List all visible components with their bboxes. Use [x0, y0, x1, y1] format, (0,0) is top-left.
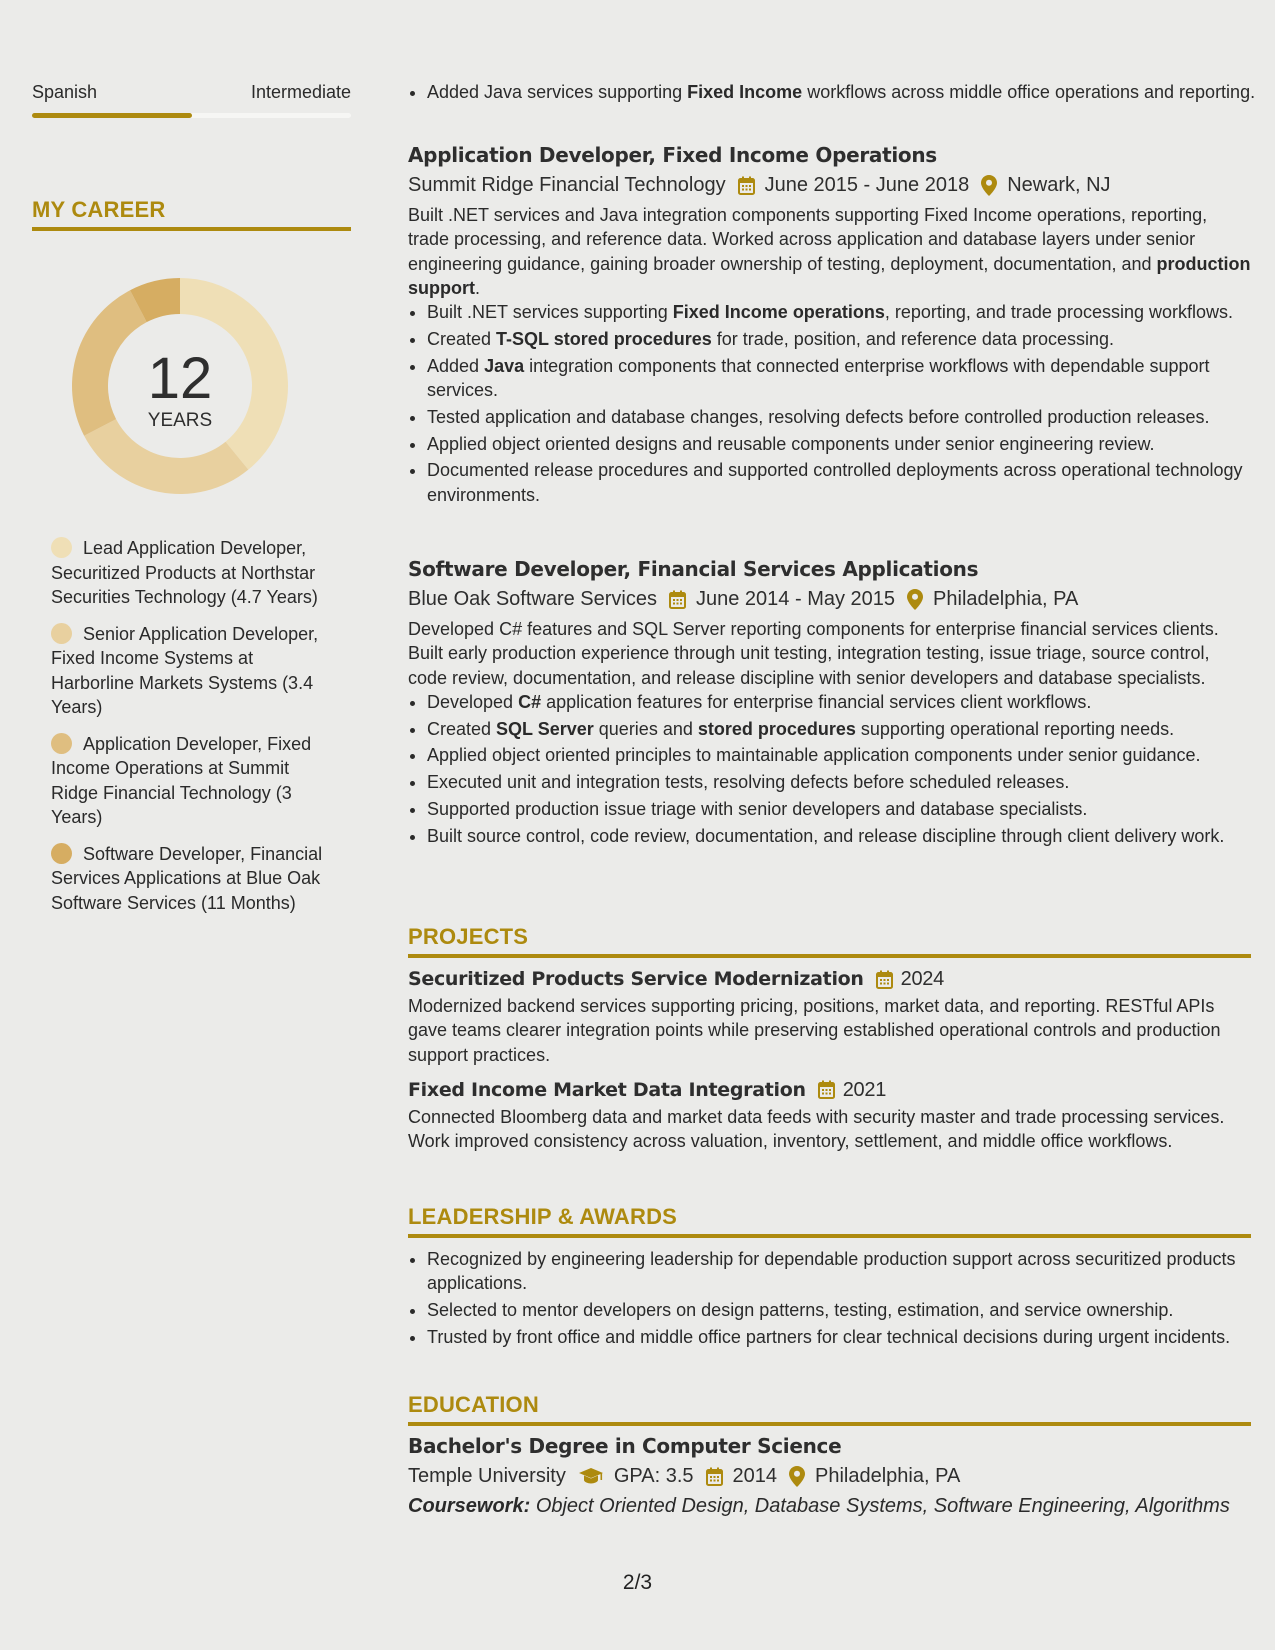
location-pin-icon — [981, 175, 997, 196]
list-item: • Selected to mentor developers on design patterns, testing, estimation, and service ownership. — [427, 1298, 1251, 1322]
project-description: Modernized backend services supporting pricing, positions, market data, and reporting. RESTful APIs gave teams clearer integration points while preserving established operational controls and production support practices. — [408, 996, 1221, 1065]
leadership-bullets — [408, 1247, 1251, 1349]
list-item: • Executed unit and integration tests, resolving defects before scheduled releases. — [427, 770, 1251, 794]
list-item: • Created SQL Server queries and stored procedures supporting operational reporting needs. — [427, 717, 1251, 741]
list-item: • Created T-SQL stored procedures for trade, position, and reference data processing. — [427, 327, 1251, 351]
calendar-icon — [669, 590, 686, 609]
list-item: • Recognized by engineering leadership for dependable production support across securitized products applications. — [427, 1247, 1251, 1296]
education-year: 2014 — [732, 1465, 777, 1487]
calendar-icon — [738, 176, 755, 195]
job-entry — [408, 141, 1251, 510]
leadership-section-rule — [408, 1234, 1251, 1238]
job-bullets — [408, 690, 1251, 848]
location-pin-icon — [907, 589, 923, 610]
career-section-rule — [32, 227, 351, 231]
job-summary: Developed C# features and SQL Server reporting components for enterprise financial services clients. Built early production experience through unit testing, integration testing, issue triage, source control, code review, documentation, and release discipline with senior developers and database specialists. — [408, 619, 1219, 688]
coursework-label: Coursework: — [408, 1495, 531, 1517]
school-name: Temple University — [408, 1465, 566, 1487]
job-bullets — [408, 300, 1251, 507]
project-title — [408, 966, 1251, 992]
projects-section-title: PROJECTS — [408, 924, 529, 949]
project-year: 2024 — [900, 968, 944, 990]
legend-label: Senior Application Developer, Fixed Income Systems at Harborline Markets Systems (3.4 Years) — [51, 623, 319, 717]
legend-dot — [51, 733, 72, 754]
job-dates: June 2015 - June 2018 — [764, 174, 970, 196]
projects-section-rule — [408, 954, 1251, 958]
calendar-icon — [706, 1467, 723, 1486]
legend-label: Software Developer, Financial Services Applications at Blue Oak Software Services (11 Months) — [51, 843, 323, 913]
job-dates: June 2014 - May 2015 — [696, 588, 896, 610]
legend-dot — [51, 623, 72, 644]
project-name: Fixed Income Market Data Integration — [408, 1078, 806, 1101]
education-gpa: GPA: 3.5 — [613, 1465, 694, 1487]
graduation-cap-icon — [578, 1467, 604, 1485]
leadership-section — [408, 1204, 1251, 1352]
company-name: Summit Ridge Financial Technology — [408, 174, 726, 196]
education-meta — [408, 1462, 1251, 1490]
career-section-title: MY CAREER — [32, 197, 166, 222]
legend-item — [51, 732, 331, 830]
legend-item — [51, 536, 331, 610]
list-item: • Tested application and database changes, resolving defects before controlled production releases. — [427, 405, 1251, 429]
language-level: Intermediate — [250, 82, 351, 102]
legend-dot — [51, 537, 72, 558]
project-name: Securitized Products Service Modernization — [408, 968, 864, 990]
company-name: Blue Oak Software Services — [408, 588, 657, 610]
projects-section — [408, 924, 1251, 1153]
coursework — [408, 1492, 1251, 1520]
language-name: Spanish — [32, 82, 98, 102]
calendar-icon — [876, 970, 893, 989]
education-section — [408, 1392, 1251, 1520]
coursework-list: Object Oriented Design, Database Systems, Software Engineering, Algorithms — [535, 1495, 1230, 1517]
career-total-label: YEARS — [147, 410, 213, 431]
project-title — [408, 1077, 1251, 1103]
donut-center — [66, 272, 294, 500]
job-summary: Built .NET services and Java integration components supporting Fixed Income operations, reporting, trade processing, and reference data. Worked across application and database layers under senior engineering guidance, gaining broader ownership of testing, deployment, documentation, and production support. — [408, 205, 1251, 298]
legend-label: Application Developer, Fixed Income Operations at Summit Ridge Financial Technology (3 Years) — [51, 733, 312, 827]
legend-label: Lead Application Developer, Securitized Products at Northstar Securities Technology (4.7 Years) — [51, 538, 318, 607]
list-item: • Applied object oriented designs and reusable components under senior engineering review. — [427, 432, 1251, 456]
job-title: Software Developer, Financial Services Applications — [408, 557, 979, 581]
language-progress-bar — [32, 113, 351, 118]
legend-dot — [51, 843, 72, 864]
list-item: • Built source control, code review, documentation, and release discipline through client delivery work. — [427, 824, 1251, 848]
location-pin-icon — [789, 1466, 805, 1487]
legend-item — [51, 842, 331, 916]
degree-title: Bachelor's Degree in Computer Science — [408, 1434, 842, 1458]
education-section-title: EDUCATION — [408, 1392, 539, 1417]
job-entry — [408, 555, 1251, 851]
list-item: • Built .NET services supporting Fixed Income operations, reporting, and trade processing workflows. — [427, 300, 1251, 324]
language-row — [32, 82, 351, 103]
project-description: Connected Bloomberg data and market data feeds with security master and trade processing services. Work improved consistency across valuation, inventory, settlement, and middle office workflows. — [408, 1106, 1225, 1152]
list-item: • Documented release procedures and supported controlled deployments across operational technology environments. — [427, 458, 1251, 507]
job-meta — [408, 585, 1251, 613]
project-year: 2021 — [842, 1078, 887, 1101]
list-item: • Supported production issue triage with senior developers and database specialists. — [427, 797, 1251, 821]
list-item: • Added Java services supporting Fixed Income workflows across middle office operations and reporting. — [427, 80, 1270, 104]
list-item: • Added Java integration components that connected enterprise workflows with dependable support services. — [427, 354, 1251, 403]
leadership-section-title: LEADERSHIP & AWARDS — [408, 1204, 678, 1229]
job-location: Philadelphia, PA — [933, 588, 1079, 610]
education-location: Philadelphia, PA — [815, 1465, 961, 1487]
calendar-icon — [818, 1080, 835, 1099]
list-item: • Trusted by front office and middle office partners for clear technical decisions during urgent incidents. — [427, 1325, 1251, 1349]
job-location: Newark, NJ — [1007, 174, 1111, 196]
job-title: Application Developer, Fixed Income Operations — [408, 143, 937, 167]
legend-item — [51, 622, 331, 720]
job-meta — [408, 171, 1251, 199]
career-legend — [51, 536, 331, 927]
page-number: 2/3 — [622, 1571, 653, 1594]
language-progress-fill — [32, 113, 192, 118]
education-section-rule — [408, 1422, 1251, 1426]
list-item: • Applied object oriented principles to maintainable application components under senior guidance. — [427, 743, 1251, 767]
experience-continued-bullets — [408, 80, 1270, 107]
career-total-number: 12 — [147, 346, 213, 411]
list-item: • Developed C# application features for enterprise financial services client workflows. — [427, 690, 1251, 714]
